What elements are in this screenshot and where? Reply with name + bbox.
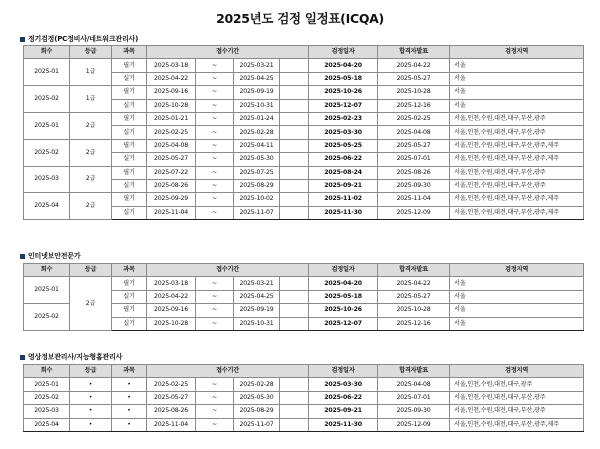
announce-date-cell: 2025-12-16 (378, 99, 450, 112)
region-cell: 서울,인천,수원,대전,대구,부산,광주 (450, 391, 584, 404)
region-cell: 서울 (450, 317, 584, 330)
spacer-cell (280, 317, 309, 330)
reception-dash-cell: ~ (196, 206, 234, 219)
spacer-cell (280, 112, 309, 125)
reception-end-cell: 2025-03-21 (234, 59, 280, 72)
spacer-cell (280, 391, 309, 404)
square-bullet-icon (20, 355, 25, 360)
spacer-cell (280, 166, 309, 179)
reception-start-cell: 2025-04-22 (147, 72, 196, 85)
spacer-cell (280, 72, 309, 85)
announce-date-cell: 2025-09-30 (378, 405, 450, 418)
col-exam-date: 검정일자 (309, 46, 378, 59)
table-row (24, 418, 584, 431)
announce-date-cell: 2025-12-09 (378, 418, 450, 431)
table-row (24, 112, 584, 125)
reception-end-cell: 2025-09-19 (234, 86, 280, 99)
reception-dash-cell: ~ (196, 153, 234, 166)
region-cell: 서울,인천,수원,대전,대구,부산,광주 (450, 179, 584, 192)
round-cell: 2025-02 (24, 86, 70, 113)
grade-cell: 1급 (70, 86, 112, 113)
region-cell: 서울,인천,수원,대전,대구,광주 (450, 378, 584, 391)
reception-start-cell: 2025-03-18 (147, 59, 196, 72)
table-row (24, 166, 584, 179)
grade-cell: 2급 (70, 193, 112, 220)
exam-date-cell: 2025-08-24 (309, 166, 378, 179)
reception-end-cell: 2025-09-19 (234, 304, 280, 317)
reception-end-cell: 2025-11-07 (234, 418, 280, 431)
subject-cell: 실기 (112, 126, 147, 139)
reception-dash-cell: ~ (196, 193, 234, 206)
grade-cell: 1급 (70, 59, 112, 86)
section1-title: 정기검정(PC정비사/네트워크관리사) (28, 35, 139, 43)
region-cell: 서울,인천,수원,대전,대구,부산,광주,제주 (450, 193, 584, 206)
subject-cell: 실기 (112, 179, 147, 192)
region-cell: 서울 (450, 277, 584, 290)
table-row (24, 378, 584, 391)
reception-end-cell: 2025-02-28 (234, 126, 280, 139)
reception-start-cell: 2025-11-04 (147, 206, 196, 219)
announce-date-cell: 2025-04-08 (378, 378, 450, 391)
col-announce: 합격자발표 (378, 365, 450, 378)
spacer-cell (280, 99, 309, 112)
section2-title: 인터넷보안전문가 (28, 252, 81, 260)
col-announce: 합격자발표 (378, 46, 450, 59)
round-cell: 2025-01 (24, 112, 70, 139)
reception-end-cell: 2025-05-30 (234, 153, 280, 166)
reception-end-cell: 2025-05-30 (234, 391, 280, 404)
table-row (24, 59, 584, 72)
spacer-cell (280, 139, 309, 152)
subject-cell: 필기 (112, 166, 147, 179)
reception-start-cell: 2025-09-16 (147, 304, 196, 317)
region-cell: 서울 (450, 72, 584, 85)
reception-dash-cell: ~ (196, 126, 234, 139)
reception-start-cell: 2025-08-26 (147, 179, 196, 192)
subject-cell: 필기 (112, 59, 147, 72)
grade-cell: • (70, 405, 112, 418)
reception-end-cell: 2025-08-29 (234, 405, 280, 418)
reception-start-cell: 2025-08-26 (147, 405, 196, 418)
round-cell: 2025-03 (24, 166, 70, 193)
reception-dash-cell: ~ (196, 277, 234, 290)
announce-date-cell: 2025-04-22 (378, 59, 450, 72)
reception-end-cell: 2025-08-29 (234, 179, 280, 192)
spacer-cell (280, 153, 309, 166)
section2-heading (20, 251, 81, 261)
reception-dash-cell: ~ (196, 179, 234, 192)
table-row (24, 391, 584, 404)
announce-date-cell: 2025-12-09 (378, 206, 450, 219)
table-row (24, 277, 584, 290)
subject-cell: • (112, 378, 147, 391)
subject-cell: 실기 (112, 290, 147, 303)
spacer-cell (280, 304, 309, 317)
table-row (24, 139, 584, 152)
round-cell: 2025-04 (24, 193, 70, 220)
spacer-cell (280, 86, 309, 99)
region-cell: 서울,인천,수원,대전,대구,부산,광주 (450, 126, 584, 139)
announce-date-cell: 2025-08-26 (378, 166, 450, 179)
announce-date-cell: 2025-05-27 (378, 72, 450, 85)
exam-date-cell: 2025-09-21 (309, 179, 378, 192)
region-cell: 서울,인천,수원,대전,대구,부산,광주,제주 (450, 418, 584, 431)
table-header-row (24, 264, 584, 277)
col-reception: 접수기간 (147, 365, 309, 378)
reception-dash-cell: ~ (196, 166, 234, 179)
reception-start-cell: 2025-04-22 (147, 290, 196, 303)
regular-exam-table (23, 45, 584, 220)
exam-date-cell: 2025-03-30 (309, 378, 378, 391)
exam-date-cell: 2025-03-30 (309, 126, 378, 139)
region-cell: 서울 (450, 304, 584, 317)
exam-date-cell: 2025-10-26 (309, 86, 378, 99)
region-cell: 서울,인천,수원,대전,대구,부산,광주 (450, 405, 584, 418)
reception-end-cell: 2025-03-21 (234, 277, 280, 290)
exam-date-cell: 2025-05-18 (309, 290, 378, 303)
region-cell: 서울 (450, 290, 584, 303)
subject-cell: • (112, 391, 147, 404)
col-region: 검정지역 (450, 264, 584, 277)
subject-cell: 실기 (112, 72, 147, 85)
subject-cell: 필기 (112, 112, 147, 125)
col-round: 회수 (24, 46, 70, 59)
col-grade: 등급 (70, 264, 112, 277)
exam-date-cell: 2025-10-26 (309, 304, 378, 317)
announce-date-cell: 2025-11-04 (378, 193, 450, 206)
grade-cell: • (70, 418, 112, 431)
round-cell: 2025-01 (24, 378, 70, 391)
reception-start-cell: 2025-10-28 (147, 99, 196, 112)
reception-start-cell: 2025-03-18 (147, 277, 196, 290)
round-cell: 2025-02 (24, 391, 70, 404)
region-cell: 서울,인천,수원,대전,대구,부산,광주 (450, 166, 584, 179)
col-exam-date: 검정일자 (309, 365, 378, 378)
round-cell: 2025-04 (24, 418, 70, 431)
exam-date-cell: 2025-05-18 (309, 72, 378, 85)
reception-end-cell: 2025-04-25 (234, 72, 280, 85)
region-cell: 서울 (450, 86, 584, 99)
region-cell: 서울,인천,수원,대전,대구,부산,광주,제주 (450, 139, 584, 152)
col-region: 검정지역 (450, 365, 584, 378)
spacer-cell (280, 378, 309, 391)
reception-end-cell: 2025-02-28 (234, 378, 280, 391)
exam-date-cell: 2025-12-07 (309, 317, 378, 330)
exam-date-cell: 2025-11-30 (309, 418, 378, 431)
reception-end-cell: 2025-10-31 (234, 317, 280, 330)
reception-start-cell: 2025-10-28 (147, 317, 196, 330)
video-home-table (23, 364, 584, 432)
spacer-cell (280, 206, 309, 219)
exam-date-cell: 2025-05-25 (309, 139, 378, 152)
col-subject: 과목 (112, 365, 147, 378)
exam-date-cell: 2025-11-30 (309, 206, 378, 219)
col-round: 회수 (24, 365, 70, 378)
col-subject: 과목 (112, 264, 147, 277)
spacer-cell (280, 405, 309, 418)
exam-date-cell: 2025-06-22 (309, 391, 378, 404)
subject-cell: 실기 (112, 153, 147, 166)
spacer-cell (280, 418, 309, 431)
table-row (24, 86, 584, 99)
exam-date-cell: 2025-11-02 (309, 193, 378, 206)
reception-dash-cell: ~ (196, 418, 234, 431)
spacer-cell (280, 193, 309, 206)
announce-date-cell: 2025-04-08 (378, 126, 450, 139)
subject-cell: 실기 (112, 206, 147, 219)
reception-dash-cell: ~ (196, 391, 234, 404)
announce-date-cell: 2025-07-01 (378, 153, 450, 166)
table-row (24, 405, 584, 418)
col-reception: 접수기간 (147, 264, 309, 277)
reception-start-cell: 2025-04-08 (147, 139, 196, 152)
col-subject: 과목 (112, 46, 147, 59)
exam-date-cell: 2025-04-20 (309, 277, 378, 290)
col-exam-date: 검정일자 (309, 264, 378, 277)
announce-date-cell: 2025-07-01 (378, 391, 450, 404)
spacer-cell (280, 179, 309, 192)
reception-end-cell: 2025-04-25 (234, 290, 280, 303)
region-cell: 서울,인천,수원,대전,대구,부산,광주 (450, 112, 584, 125)
region-cell: 서울,인천,수원,대전,대구,부산,광주,제주 (450, 206, 584, 219)
reception-start-cell: 2025-09-16 (147, 86, 196, 99)
reception-start-cell: 2025-05-27 (147, 391, 196, 404)
reception-end-cell: 2025-10-31 (234, 99, 280, 112)
announce-date-cell: 2025-10-28 (378, 86, 450, 99)
grade-cell: 2급 (70, 166, 112, 193)
spacer-cell (280, 126, 309, 139)
subject-cell: 필기 (112, 193, 147, 206)
round-cell: 2025-03 (24, 405, 70, 418)
reception-dash-cell: ~ (196, 317, 234, 330)
reception-end-cell: 2025-07-25 (234, 166, 280, 179)
subject-cell: 필기 (112, 304, 147, 317)
reception-start-cell: 2025-09-29 (147, 193, 196, 206)
col-reception: 접수기간 (147, 46, 309, 59)
reception-dash-cell: ~ (196, 112, 234, 125)
reception-dash-cell: ~ (196, 86, 234, 99)
page-title: 2025년도 검정 일정표(ICQA) (216, 11, 384, 26)
grade-cell: 2급 (70, 112, 112, 139)
section1-heading (20, 34, 138, 44)
subject-cell: 필기 (112, 277, 147, 290)
table-row (24, 193, 584, 206)
subject-cell: 실기 (112, 99, 147, 112)
announce-date-cell: 2025-02-25 (378, 112, 450, 125)
subject-cell: 실기 (112, 317, 147, 330)
col-grade: 등급 (70, 46, 112, 59)
grade-cell: • (70, 391, 112, 404)
spacer-cell (280, 290, 309, 303)
table-header-row (24, 365, 584, 378)
spacer-cell (280, 277, 309, 290)
exam-date-cell: 2025-06-22 (309, 153, 378, 166)
region-cell: 서울,인천,수원,대전,대구,부산,광주,제주 (450, 153, 584, 166)
round-cell: 2025-02 (24, 304, 70, 331)
reception-start-cell: 2025-11-04 (147, 418, 196, 431)
reception-start-cell: 2025-07-22 (147, 166, 196, 179)
square-bullet-icon (20, 37, 25, 42)
col-grade: 등급 (70, 365, 112, 378)
announce-date-cell: 2025-12-16 (378, 317, 450, 330)
section3-heading (20, 352, 122, 362)
reception-dash-cell: ~ (196, 405, 234, 418)
announce-date-cell: 2025-10-28 (378, 304, 450, 317)
subject-cell: • (112, 405, 147, 418)
exam-date-cell: 2025-02-23 (309, 112, 378, 125)
reception-start-cell: 2025-05-27 (147, 153, 196, 166)
reception-end-cell: 2025-04-11 (234, 139, 280, 152)
table-header-row (24, 46, 584, 59)
reception-dash-cell: ~ (196, 304, 234, 317)
reception-dash-cell: ~ (196, 290, 234, 303)
subject-cell: • (112, 418, 147, 431)
subject-cell: 필기 (112, 139, 147, 152)
reception-dash-cell: ~ (196, 59, 234, 72)
reception-dash-cell: ~ (196, 139, 234, 152)
region-cell: 서울 (450, 59, 584, 72)
spacer-cell (280, 59, 309, 72)
reception-start-cell: 2025-02-25 (147, 378, 196, 391)
reception-dash-cell: ~ (196, 72, 234, 85)
exam-date-cell: 2025-04-20 (309, 59, 378, 72)
announce-date-cell: 2025-04-22 (378, 277, 450, 290)
reception-end-cell: 2025-11-07 (234, 206, 280, 219)
exam-date-cell: 2025-09-21 (309, 405, 378, 418)
grade-cell: 2급 (70, 139, 112, 166)
exam-date-cell: 2025-12-07 (309, 99, 378, 112)
reception-start-cell: 2025-02-25 (147, 126, 196, 139)
reception-start-cell: 2025-01-21 (147, 112, 196, 125)
announce-date-cell: 2025-05-27 (378, 139, 450, 152)
announce-date-cell: 2025-05-27 (378, 290, 450, 303)
internet-security-table (23, 263, 584, 331)
col-region: 검정지역 (450, 46, 584, 59)
reception-dash-cell: ~ (196, 99, 234, 112)
round-cell: 2025-01 (24, 277, 70, 304)
reception-dash-cell: ~ (196, 378, 234, 391)
subject-cell: 필기 (112, 86, 147, 99)
grade-cell: • (70, 378, 112, 391)
section3-title: 영상정보관리사/지능형홈관리사 (28, 353, 123, 361)
col-announce: 합격자발표 (378, 264, 450, 277)
square-bullet-icon (20, 254, 25, 259)
reception-end-cell: 2025-10-02 (234, 193, 280, 206)
announce-date-cell: 2025-09-30 (378, 179, 450, 192)
grade-cell: 2급 (70, 277, 112, 331)
reception-end-cell: 2025-01-24 (234, 112, 280, 125)
region-cell: 서울 (450, 99, 584, 112)
col-round: 회수 (24, 264, 70, 277)
round-cell: 2025-01 (24, 59, 70, 86)
round-cell: 2025-02 (24, 139, 70, 166)
